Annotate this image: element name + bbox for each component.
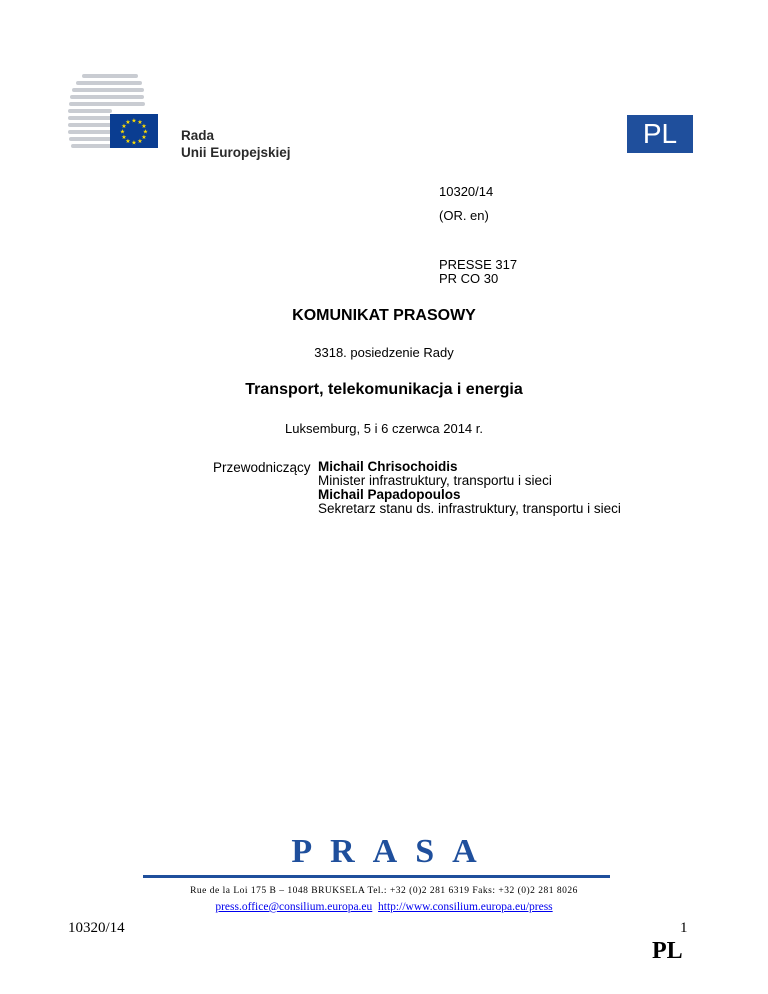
svg-text:★: ★ <box>121 134 127 141</box>
svg-text:★: ★ <box>125 119 131 126</box>
presse-number: PRESSE 317 <box>439 257 518 272</box>
eu-flag-icon <box>110 114 158 148</box>
website-link[interactable]: http://www.consilium.europa.eu/press <box>378 901 553 913</box>
document-number: 10320/14 <box>439 184 494 199</box>
original-language: (OR. en) <box>439 208 489 223</box>
svg-text:★: ★ <box>131 139 137 147</box>
organisation-name-line1: Rada <box>181 128 215 143</box>
organisation-name-line2: Unii Europejskiej <box>181 145 291 160</box>
prasa-heading: PRASA <box>291 833 495 870</box>
chair-block <box>318 460 621 516</box>
email-link[interactable]: press.office@consilium.europa.eu <box>215 901 373 913</box>
svg-text:★: ★ <box>141 123 147 130</box>
footer-language: PL <box>652 938 683 964</box>
council-logo <box>68 74 308 164</box>
svg-text:★: ★ <box>121 123 127 130</box>
page-number: 1 <box>680 920 688 936</box>
svg-text:★: ★ <box>119 128 126 136</box>
prco-number: PR CO 30 <box>439 271 499 286</box>
chair-label: Przewodniczący <box>213 460 311 475</box>
language-badge: PL <box>627 115 693 153</box>
svg-text:★: ★ <box>131 117 137 125</box>
svg-text:★: ★ <box>125 138 131 145</box>
council-configuration: Transport, telekomunikacja i energia <box>245 381 523 398</box>
document-title: KOMUNIKAT PRASOWY <box>292 307 476 324</box>
svg-text:★: ★ <box>142 128 149 136</box>
chair1-name: Michail Chrisochoidis <box>318 459 458 474</box>
chair1-role: Minister infrastruktury, transportu i sieci <box>318 473 552 488</box>
chair2-role: Sekretarz stanu ds. infrastruktury, transportu i sieci <box>318 501 621 516</box>
session-number: 3318. posiedzenie Rady <box>314 345 454 360</box>
organisation-name <box>181 127 291 161</box>
footer-divider <box>143 875 610 878</box>
footer-document-number: 10320/14 <box>68 920 125 936</box>
svg-text:★: ★ <box>137 138 143 145</box>
place-date: Luksemburg, 5 i 6 czerwca 2014 r. <box>285 421 483 436</box>
chair2-name: Michail Papadopoulos <box>318 487 461 502</box>
contact-links <box>0 901 768 913</box>
svg-text:★: ★ <box>141 134 147 141</box>
press-address: Rue de la Loi 175 B – 1048 BRUKSELA Tel.: +32 (0)2 281 6319 Faks: +32 (0)2 281 8026 <box>190 886 578 896</box>
svg-text:★: ★ <box>137 119 143 126</box>
